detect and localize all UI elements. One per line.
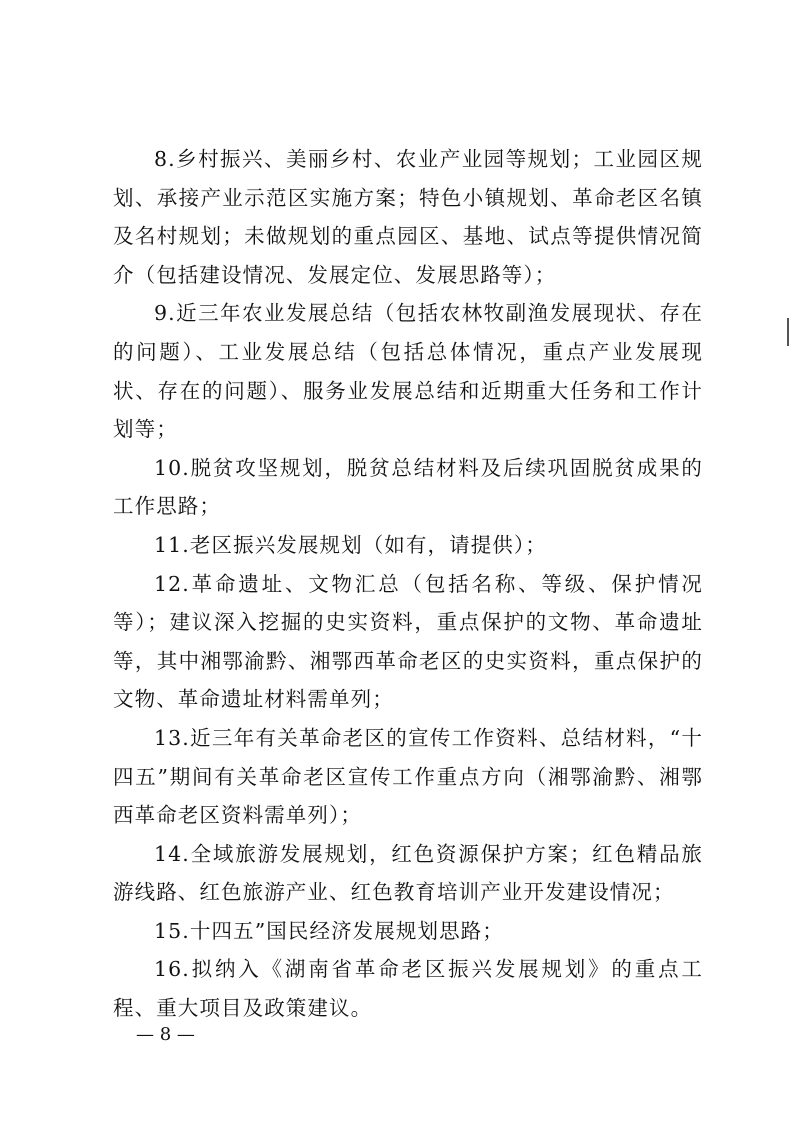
paragraph-item-10: 10.脱贫攻坚规划，脱贫总结材料及后续巩固脱贫成果的工作思路； [113, 455, 703, 519]
page-number: — 8 — [136, 1024, 195, 1045]
paragraph-item-16: 16.拟纳入《湖南省革命老区振兴发展规划》的重点工程、重大项目及政策建议。 [113, 957, 703, 1021]
paragraph-item-14: 14.全域旅游发展规划，红色资源保护方案；红色精品旅游线路、红色旅游产业、红色教育培训产业开发建设情况； [113, 841, 703, 905]
paragraph-item-12: 12.革命遗址、文物汇总（包括名称、等级、保护情况等）；建议深入挖掘的史实资料，重点保护的文物、革命遗址等，其中湘鄂渝黔、湘鄂西革命老区的史实资料，重点保护的文物、革命遗址材料需单列； [113, 571, 703, 712]
document-body [113, 140, 703, 1028]
paragraph-item-13: 13.近三年有关革命老区的宣传工作资料、总结材料，“十四五”期间有关革命老区宣传工作重点方向（湘鄂渝黔、湘鄂西革命老区资料需单列）； [113, 725, 703, 828]
paragraph-item-8: 8.乡村振兴、美丽乡村、农业产业园等规划；工业园区规划、承接产业示范区实施方案；特色小镇规划、革命老区名镇及名村规划；未做规划的重点园区、基地、试点等提供情况简介（包括建设情况、发展定位、发展思路等）； [113, 147, 703, 287]
paragraph-item-15: 15.十四五”国民经济发展规划思路； [154, 918, 504, 943]
scan-edge-mark [787, 318, 789, 346]
paragraph-item-11: 11.老区振兴发展规划（如有，请提供）； [154, 532, 547, 557]
paragraph-item-9: 9.近三年农业发展总结（包括农林牧副渔发展现状、存在的问题）、工业发展总结（包括总体情况，重点产业发展现状、存在的问题）、服务业发展总结和近期重大任务和工作计划等； [113, 301, 703, 442]
